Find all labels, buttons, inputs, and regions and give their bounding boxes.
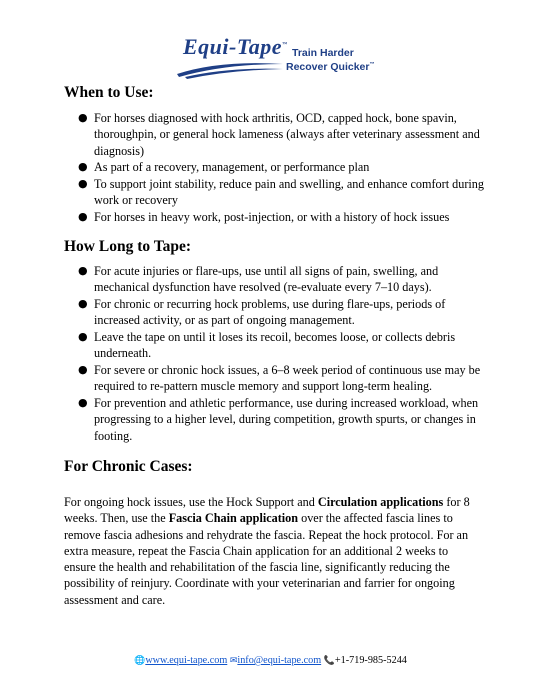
chronic-cases-paragraph: For ongoing hock issues, use the Hock Support and Circulation applications for 8 weeks. Then, use the Fascia Chain application over the affected fascia lines to remove fascia adhesions and rehydrate the fascia. Repeat the hock protocol. For an extra measure, repeat the Fascia Chain application for an additional 2 weeks to ensure the health and rehabilitation of the fascia line, significantly reducing the possibility of reinjury. Coordinate with your veterinarian and farrier for ongoing assessment and care. xyxy=(64,495,470,607)
heading-how-long-to-tape: How Long to Tape: xyxy=(64,238,192,255)
logo-swoosh-icon xyxy=(175,58,285,80)
bullet-icon: ● xyxy=(78,296,88,310)
website-link[interactable]: www.equi-tape.com xyxy=(145,655,228,666)
bullet-icon: ● xyxy=(78,264,88,277)
email-link[interactable]: info@equi-tape.com xyxy=(237,655,322,666)
list-item: ● For acute injuries or flare-ups, use until all signs of pain, swelling, and mechanical dysfunction have resolved (re-evaluate every 7–10 days). xyxy=(78,264,439,295)
bullet-icon: ● xyxy=(78,176,88,190)
heading-for-chronic-cases: For Chronic Cases: xyxy=(64,458,193,475)
bullet-icon: ● xyxy=(78,395,88,409)
logo-wordmark: Equi-Tape™ xyxy=(183,34,288,59)
logo-tagline-train: Train Harder xyxy=(292,47,354,59)
list-how-long-to-tape xyxy=(64,263,484,444)
list-item: ● Leave the tape on until it loses its recoil, becomes loose, or collects debris underneath. xyxy=(78,329,456,361)
list-item: ● To support joint stability, reduce pain and swelling, and enhance comfort during work or recovery xyxy=(78,176,484,208)
bullet-icon: ● xyxy=(78,209,88,223)
bullet-icon: ● xyxy=(78,329,88,343)
list-item: ● For prevention and athletic performance, use during increased workload, when progressing to a higher level, during competition, growth spurts, or changes in footing. xyxy=(78,395,479,443)
email-icon: ✉ xyxy=(229,656,238,666)
logo-tagline-recover: Recover Quicker™ xyxy=(286,61,375,73)
bullet-icon: ● xyxy=(78,111,88,124)
bullet-icon: ● xyxy=(78,362,88,376)
bullet-icon: ● xyxy=(78,160,88,174)
list-item: ● As part of a recovery, management, or performance plan xyxy=(78,160,370,175)
contact-footer xyxy=(0,655,541,666)
list-item: ● For horses in heavy work, post-injection, or with a history of hock issues xyxy=(78,209,450,224)
list-item: ● For horses diagnosed with hock arthritis, OCD, capped hock, bone spavin, thoroughpin, or general hock lameness (always after veterinary assessment and diagnosis) xyxy=(78,111,480,158)
list-item: ● For severe or chronic hock issues, a 6–8 week period of continuous use may be required to re-pattern muscle memory and support long-term healing. xyxy=(78,362,481,394)
brand-logo xyxy=(175,32,375,80)
heading-when-to-use: When to Use: xyxy=(64,84,154,101)
globe-icon: 🌐 xyxy=(134,656,146,666)
list-when-to-use xyxy=(64,110,484,226)
phone-number: +1-719-985-5244 xyxy=(334,655,407,666)
list-item: ● For chronic or recurring hock problems, use during flare-ups, periods of increased activity, or as part of ongoing management. xyxy=(78,296,446,328)
phone-icon: 📞 xyxy=(323,656,335,666)
